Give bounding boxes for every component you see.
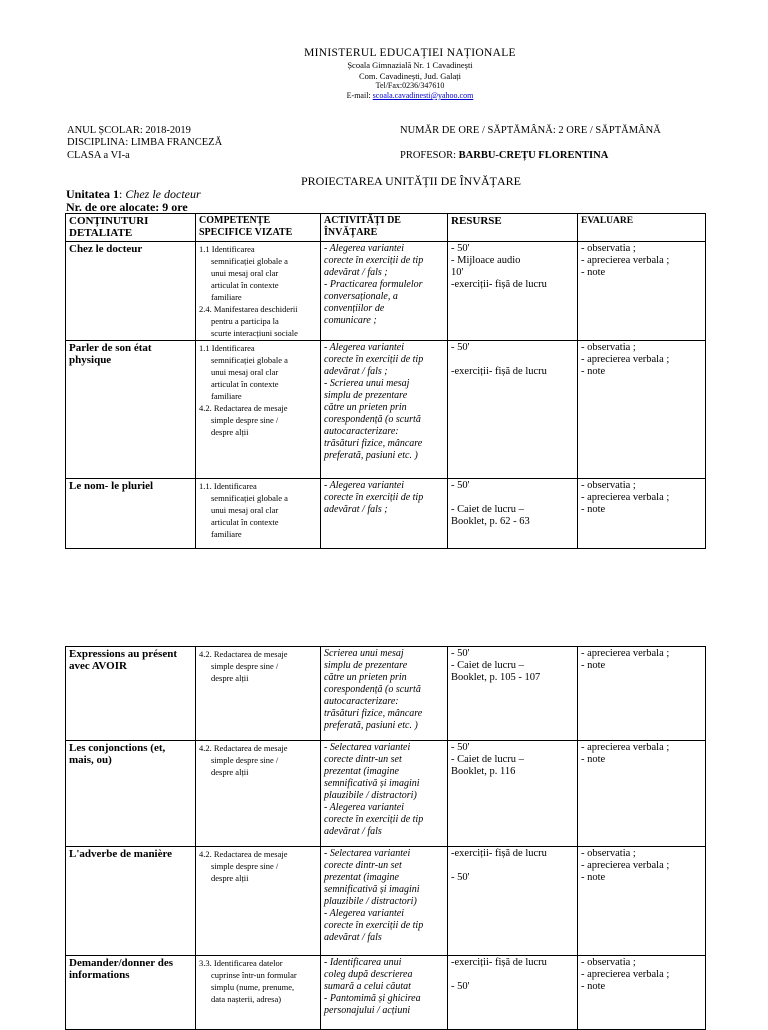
row-evaluation-line: - note (581, 660, 606, 671)
row-resources-line: - 50' (451, 342, 470, 353)
row-resources-line: -exerciții- fișă de lucru (451, 848, 547, 859)
row-evaluation-line: - aprecierea verbala ; (581, 969, 670, 980)
row-activities-line: - Selectarea variantei (324, 742, 411, 753)
row-resources-line (451, 969, 574, 981)
row-competences (196, 647, 321, 741)
row-resources-line: - 50' (451, 648, 470, 659)
row-resources-line (451, 354, 574, 366)
ministry-title: MINISTERUL EDUCAȚIEI NAȚIONALE (304, 47, 516, 59)
row-evaluation-line: - aprecierea verbala ; (581, 492, 670, 503)
row-competences-line: simple despre sine / (211, 661, 279, 671)
row-activities-line: plauzibile / distractori) (324, 896, 417, 907)
row-activities-line: comunicare ; (324, 315, 377, 326)
row-competences-line: cuprinse într-un formular (211, 970, 297, 980)
row-activities-line: - Scrierea unui mesaj (324, 378, 410, 389)
row-evaluation-line: - aprecierea verbala ; (581, 648, 670, 659)
school-email-line (0, 91, 768, 100)
header-resources: RESURSE (448, 214, 578, 242)
row-evaluation-line: - observatia ; (581, 342, 636, 353)
row-competences-line: despre alții (211, 427, 249, 437)
header-competences-line1: COMPETENȚE (199, 215, 271, 226)
row-activities-line: trăsături fizice, mâncare (324, 438, 423, 449)
row-competences-line: 3.3. Identificarea datelor (199, 958, 283, 968)
row-evaluation-line: - observatia ; (581, 243, 636, 254)
row-competences-line: familiare (211, 292, 242, 302)
header-contents (66, 214, 196, 242)
row-evaluation-line: - note (581, 754, 606, 765)
discipline: DISCIPLINA: LIMBA FRANCEZĂ (67, 137, 223, 148)
row-competences (196, 956, 321, 1030)
row-competences (196, 741, 321, 847)
row-resources (448, 847, 578, 956)
row-competences-line: 4.2. Redactarea de mesaje (199, 849, 288, 859)
row-resources-line: - Caiet de lucru – (451, 504, 524, 515)
row-resources-line: -exerciții- fișă de lucru (451, 366, 547, 377)
row-activities-line: - Alegerea variantei (324, 342, 404, 353)
row-resources-line: - 50' (451, 480, 470, 491)
row-activities-line: - Selectarea variantei (324, 848, 411, 859)
row-resources (448, 647, 578, 741)
row-activities (321, 242, 448, 341)
row-activities-line: prezentat (imagine (324, 766, 399, 777)
row-resources-line: Booklet, p. 105 - 107 (451, 672, 541, 683)
unit-name: Chez le docteur (125, 187, 201, 201)
table-row (66, 242, 706, 341)
row-competences-line: 1.1. Identificarea (199, 481, 257, 491)
hours-per-week: NUMĂR DE ORE / SĂPTĂMÂNĂ: 2 ORE / SĂPTĂMÂNĂ (400, 125, 661, 136)
row-activities-line: semnificativă și imagini (324, 778, 420, 789)
row-competences-line: despre alții (211, 873, 249, 883)
row-activities (321, 341, 448, 479)
table-row (66, 956, 706, 1030)
row-resources-line (451, 492, 574, 504)
row-activities-line: - Alegerea variantei (324, 480, 404, 491)
row-competences-line: despre alții (211, 673, 249, 683)
unit-hours: Nr. de ore alocate: 9 ore (66, 200, 188, 214)
row-content-title: Demander/donner des informations (66, 956, 196, 1030)
row-activities-line: - Pantomimă și ghicirea (324, 993, 421, 1004)
class-level: CLASA a VI-a (67, 150, 130, 161)
row-evaluation (578, 479, 706, 549)
row-activities (321, 479, 448, 549)
row-resources-line: -exerciții- fișă de lucru (451, 957, 547, 968)
row-competences-line: unui mesaj oral clar (211, 268, 279, 278)
row-evaluation-line: - aprecierea verbala ; (581, 255, 670, 266)
row-evaluation-line: - note (581, 981, 606, 992)
row-activities-line: sumară a celui căutat (324, 981, 411, 992)
header-contents-line1: CONȚINUTURI (69, 215, 149, 227)
row-evaluation (578, 741, 706, 847)
row-content-title: L'adverbe de manière (66, 847, 196, 956)
row-resources (448, 479, 578, 549)
row-competences-line: 4.2. Redactarea de mesaje (199, 403, 288, 413)
row-activities-line: semnificativă și imagini (324, 884, 420, 895)
row-evaluation (578, 242, 706, 341)
row-evaluation (578, 956, 706, 1030)
header-competences (196, 214, 321, 242)
table-row (66, 341, 706, 479)
row-activities-line: Scrierea unui mesaj (324, 648, 404, 659)
row-competences-line: familiare (211, 529, 242, 539)
row-resources-line: 10' (451, 267, 464, 278)
row-competences (196, 847, 321, 956)
row-activities-line: autocaracterizare: (324, 696, 399, 707)
row-activities-line: adevărat / fals ; (324, 366, 388, 377)
row-activities-line: coleg după descrierea (324, 969, 413, 980)
row-activities-line: preferată, pasiuni etc. ) (324, 450, 418, 461)
row-resources-line: - 50' (451, 872, 470, 883)
row-content-title: Le nom- le pluriel (66, 479, 196, 549)
row-activities-line: corecte în exerciții de tip (324, 920, 424, 931)
row-resources-line: - Caiet de lucru – (451, 660, 524, 671)
row-resources-line: - 50' (451, 742, 470, 753)
row-competences-line: 4.2. Redactarea de mesaje (199, 649, 288, 659)
row-activities-line: - Alegerea variantei (324, 802, 404, 813)
row-activities-line: corecte în exerciții de tip (324, 255, 424, 266)
row-content-title: Parler de son état physique (66, 341, 196, 479)
row-evaluation-line: - note (581, 504, 606, 515)
header-evaluation: EVALUARE (578, 214, 706, 242)
row-activities-line: către un prieten prin (324, 402, 407, 413)
row-competences-line: articulat în contexte (211, 280, 279, 290)
row-activities (321, 847, 448, 956)
row-resources-line: -exerciții- fișă de lucru (451, 279, 547, 290)
table-header-row (66, 214, 706, 242)
row-competences-line: 2.4. Manifestarea deschiderii (199, 304, 298, 314)
row-competences-line: familiare (211, 391, 242, 401)
unit-label: Unitatea 1 (66, 187, 119, 201)
row-evaluation-line: - aprecierea verbala ; (581, 860, 670, 871)
row-activities-line: personajului / acțiuni (324, 1005, 411, 1016)
row-activities-line: către un prieten prin (324, 672, 407, 683)
row-resources (448, 741, 578, 847)
unit-separator: : (119, 187, 123, 201)
row-resources-line (451, 860, 574, 872)
row-activities-line: adevărat / fals ; (324, 504, 388, 515)
planning-table-page-2 (65, 646, 706, 1030)
school-phone: Tel/Fax:0236/347610 (375, 81, 445, 90)
row-competences-line: 1.1 Identificarea (199, 343, 255, 353)
row-activities-line: corecte în exerciții de tip (324, 814, 424, 825)
planning-table-page-1 (65, 213, 706, 549)
row-competences-line: simple despre sine / (211, 755, 279, 765)
row-activities-line: corespondență (o scurtă (324, 414, 421, 425)
row-activities-line: simplu de prezentare (324, 390, 408, 401)
row-activities-line: corecte dintr-un set (324, 860, 402, 871)
header-activities-line2: ÎNVĂȚARE (324, 227, 378, 238)
row-activities-line: simplu de prezentare (324, 660, 408, 671)
row-activities-line: adevărat / fals (324, 932, 382, 943)
row-activities-line: corespondență (o scurtă (324, 684, 421, 695)
row-activities-line: conversaționale, a (324, 291, 398, 302)
row-competences-line: simple despre sine / (211, 861, 279, 871)
row-competences-line: despre alții (211, 767, 249, 777)
row-competences (196, 341, 321, 479)
row-evaluation (578, 647, 706, 741)
row-activities-line: adevărat / fals (324, 826, 382, 837)
school-name: Școala Gimnazială Nr. 1 Cavadinești (347, 60, 473, 70)
row-content-title: Expressions au présent avec AVOIR (66, 647, 196, 741)
row-competences-line: simple despre sine / (211, 415, 279, 425)
row-activities-line: plauzibile / distractori) (324, 790, 417, 801)
row-activities-line: - Identificarea unui (324, 957, 402, 968)
row-competences-line: semnificației globale a (211, 493, 288, 503)
row-evaluation-line: - observatia ; (581, 957, 636, 968)
row-activities-line: corecte dintr-un set (324, 754, 402, 765)
row-evaluation (578, 341, 706, 479)
row-activities-line: - Alegerea variantei (324, 243, 404, 254)
row-content-title: Chez le docteur (66, 242, 196, 341)
row-evaluation (578, 847, 706, 956)
row-evaluation-line: - observatia ; (581, 480, 636, 491)
row-evaluation-line: - aprecierea verbala ; (581, 354, 670, 365)
row-resources-line: - 50' (451, 981, 470, 992)
row-activities-line: adevărat / fals ; (324, 267, 388, 278)
row-evaluation-line: - note (581, 366, 606, 377)
row-competences-line: semnificației globale a (211, 355, 288, 365)
header-activities-line1: ACTIVITĂȚI DE (324, 215, 401, 226)
school-year: ANUL ȘCOLAR: 2018-2019 (67, 125, 191, 136)
row-resources (448, 956, 578, 1030)
table-row (66, 479, 706, 549)
email-label: E-mail: (346, 91, 371, 100)
row-activities-line: - Alegerea variantei (324, 908, 404, 919)
table-row (66, 741, 706, 847)
row-competences-line: semnificației globale a (211, 256, 288, 266)
row-resources-line: Booklet, p. 62 - 63 (451, 516, 530, 527)
row-resources-line: Booklet, p. 116 (451, 766, 516, 777)
teacher-name: BARBU-CREȚU FLORENTINA (458, 150, 609, 161)
header-competences-line2: SPECIFICE VIZATE (199, 227, 293, 238)
row-activities-line: convențiilor de (324, 303, 385, 314)
row-content-title: Les conjonctions (et, mais, ou) (66, 741, 196, 847)
header-activities (321, 214, 448, 242)
row-resources-line: - Caiet de lucru – (451, 754, 524, 765)
row-activities-line: corecte în exerciții de tip (324, 492, 424, 503)
row-competences-line: 1.1 Identificarea (199, 244, 255, 254)
row-competences-line: pentru a participa la (211, 316, 279, 326)
table-row (66, 847, 706, 956)
row-competences-line: unui mesaj oral clar (211, 367, 279, 377)
row-resources-line: - 50' (451, 243, 470, 254)
row-competences-line: 4.2. Redactarea de mesaje (199, 743, 288, 753)
email-link[interactable]: scoala.cavadinesti@yahoo.com (372, 91, 474, 100)
row-evaluation-line: - note (581, 872, 606, 883)
row-competences-line: articulat în contexte (211, 517, 279, 527)
row-evaluation-line: - aprecierea verbala ; (581, 742, 670, 753)
row-activities-line: corecte în exerciții de tip (324, 354, 424, 365)
row-competences-line: scurte interacțiuni sociale (211, 328, 298, 338)
document-title: PROIECTAREA UNITĂȚII DE ÎNVĂȚARE (300, 174, 521, 188)
row-resources (448, 242, 578, 341)
row-activities (321, 647, 448, 741)
row-competences (196, 479, 321, 549)
row-competences-line: unui mesaj oral clar (211, 505, 279, 515)
row-activities-line: - Practicarea formulelor (324, 279, 423, 290)
row-activities-line: autocaracterizare: (324, 426, 399, 437)
row-competences-line: articulat în contexte (211, 379, 279, 389)
row-activities (321, 956, 448, 1030)
row-evaluation-line: - observatia ; (581, 848, 636, 859)
teacher-label: PROFESOR: (400, 150, 457, 161)
row-resources (448, 341, 578, 479)
row-activities-line: prezentat (imagine (324, 872, 399, 883)
header-contents-line2: DETALIATE (69, 227, 133, 239)
teacher-line (400, 150, 608, 161)
school-address: Com. Cavadinești, Jud. Galați (359, 71, 461, 81)
row-resources-line: - Mijloace audio (451, 255, 521, 266)
row-activities (321, 741, 448, 847)
row-competences (196, 242, 321, 341)
row-competences-line: data nașterii, adresa) (211, 994, 282, 1004)
row-activities-line: trăsături fizice, mâncare (324, 708, 423, 719)
row-competences-line: simplu (nume, prenume, (211, 982, 295, 992)
row-evaluation-line: - note (581, 267, 606, 278)
row-activities-line: preferată, pasiuni etc. ) (324, 720, 418, 731)
table-row (66, 647, 706, 741)
